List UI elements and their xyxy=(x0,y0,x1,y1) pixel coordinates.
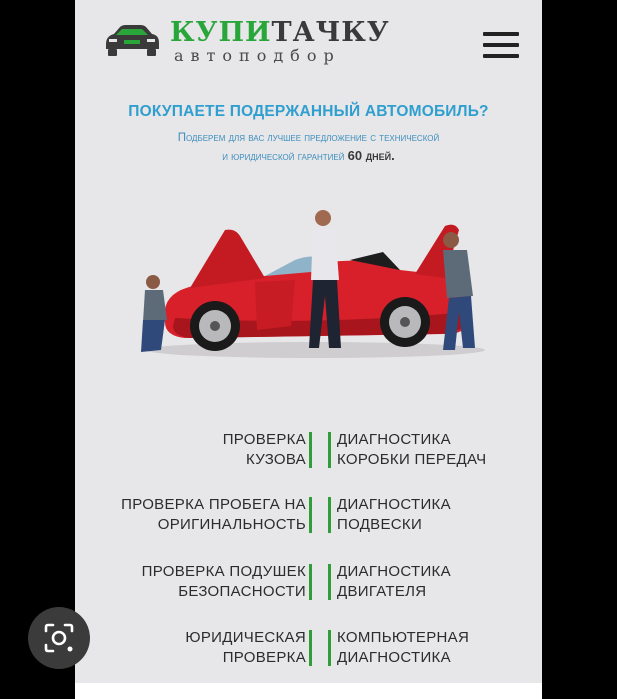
brand-name: КУПИТАЧКУ xyxy=(170,17,390,48)
service-item: ПРОВЕРКА ПОДУШЕК БЕЗОПАСНОСТИ xyxy=(141,563,306,600)
service-row xyxy=(75,495,542,539)
camera-lens-glyph xyxy=(28,607,90,669)
car-inspection-illustration xyxy=(115,200,505,370)
service-row xyxy=(75,562,542,606)
divider xyxy=(328,432,331,468)
brand-tagline: автоподбор xyxy=(174,46,341,65)
divider xyxy=(309,432,312,468)
service-item: ПРОВЕРКА ПРОБЕГА НА ОРИГИНАЛЬНОСТЬ xyxy=(121,496,306,533)
divider xyxy=(309,497,312,533)
service-item: ЮРИДИЧЕСКАЯ ПРОВЕРКА xyxy=(185,629,306,666)
service-item: ДИАГНОСТИКА КОРОБКИ ПЕРЕДАЧ xyxy=(337,431,487,468)
site-logo[interactable] xyxy=(102,17,390,66)
divider xyxy=(328,564,331,600)
divider xyxy=(309,630,312,666)
mobile-page xyxy=(75,0,542,699)
bottom-strip xyxy=(75,683,542,699)
divider xyxy=(309,564,312,600)
service-item: КОМПЬЮТЕРНАЯ ДИАГНОСТИКА xyxy=(337,629,470,666)
service-item: ДИАГНОСТИКА ПОДВЕСКИ xyxy=(337,496,451,533)
service-row xyxy=(75,430,542,474)
page-headline: ПОКУПАЕТЕ ПОДЕРЖАННЫЙ АВТОМОБИЛЬ? xyxy=(128,103,489,120)
divider xyxy=(328,630,331,666)
page-subheadline: Подберем для вас лучшее предложение с технической и юридической гарантией 60 дней. xyxy=(177,132,440,163)
camera-lens-icon[interactable] xyxy=(28,607,90,669)
service-row xyxy=(75,628,542,672)
divider xyxy=(328,497,331,533)
service-item: ПРОВЕРКА КУЗОВА xyxy=(222,431,306,468)
car-logo-icon xyxy=(102,22,162,58)
hamburger-menu-icon[interactable] xyxy=(483,32,519,58)
service-item: ДИАГНОСТИКА ДВИГАТЕЛЯ xyxy=(337,563,451,600)
